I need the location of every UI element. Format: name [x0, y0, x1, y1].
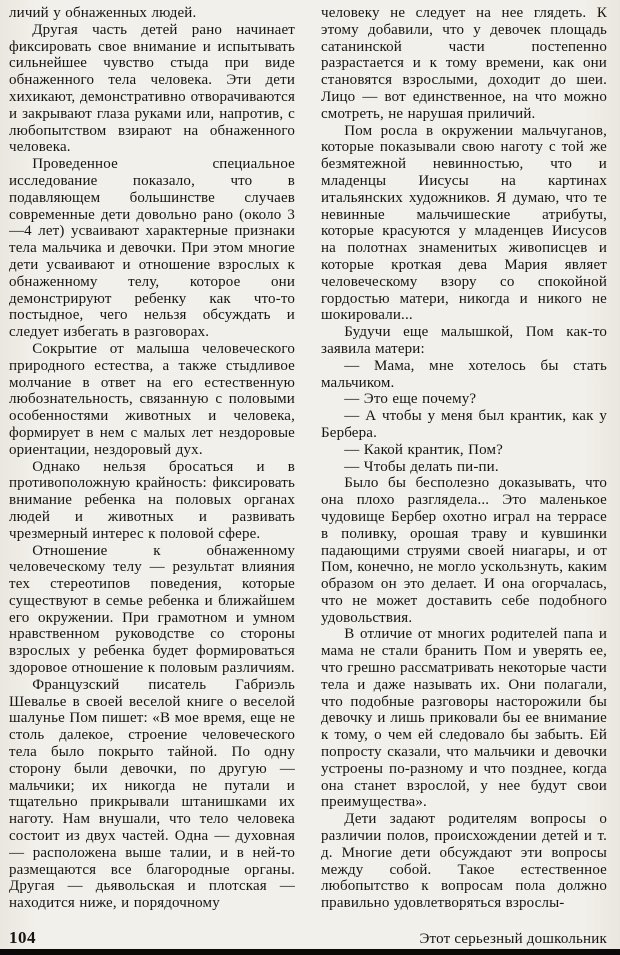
paragraph: Отношение к обнаженному человеческому телу — результат влияния тех стереотипов поведения, которые существуют в семье ребенка и ближайшем его окружении. При грамотном и умном нравственном руководстве со стороны взрослых у ребенка будет формироваться здоровое отношение к половым различиям. — [9, 542, 295, 677]
dialogue-line: — Какой крантик, Пом? — [344, 441, 503, 458]
paragraph: Дети задают родителям вопросы о различии полов, происхождении детей и т. д. Многие дети обсуждают эти вопросы между собой. Такое естественное любопытство к вопросам пола должно правильно удовлетворяться взрослы- — [321, 811, 607, 912]
paragraph: Французский писатель Габриэль Шевалье в своей веселой книге о веселой шалунье Пом пишет: «В мое время, еще не столь далекое, строение человеческого тела было покрыто тайной. По одну сторону были девочки, по другую — мальчики; их никогда не путали и тщательно прикрывали штанишками их наготу. Нам внушали, что тело человека состоит из двух частей. Одна — духовная — расположена выше талии, и в ней-то размещаются все благородные органы. Другая — дьявольская и плотская — находится ниже, и порядочному — [9, 676, 295, 912]
dialogue-line: — Мама, мне хотелось бы стать мальчиком. — [321, 357, 607, 391]
paragraph: Пом росла в окружении мальчуганов, которые показывали свою наготу с той же безмятежной невинностью, что и младенцы Иисусы на картинах итальянских художников. Я думаю, что те невинные мальчишеские атрибуты, которые красуются у младенцев Иисусов на полотнах знаменитых живописцев и которые кроткая дева Мария являет человеческому взору со спокойной гордостью матери, никогда и никого не шокировали... — [321, 122, 607, 324]
paragraph: Было бы бесполезно доказывать, что она плохо разглядела... Это маленькое чудовище Бербер охотно играл на террасе в поливку, орошая траву и кувшинки падающими струями своей ниагары, и от Пом, конечно, не могло ускользнуть, каким образом он это делает. И она огорчалась, что не может доставить себе подобного удовольствия. — [321, 475, 607, 626]
paragraph: Будучи еще малышкой, Пом как-то заявила матери: — [321, 324, 607, 357]
running-title: Этот серьезный дошкольник — [419, 931, 607, 947]
paragraph: Сокрытие от малыша человеческого природного естества, а также стыдливое молчание в ответ на его естественную любознательность, связанную с половыми особенностями животных и человека, формирует в нем с малых лет нездоровые ориентации, нездоровый дух. — [9, 340, 295, 458]
page-footer — [9, 928, 607, 948]
paragraph: В отличие от многих родителей папа и мама не стали бранить Пом и уверять ее, что грешно рассматривать некоторые части тела и даже называть их. Они полагали, что подобные разговоры насторожили бы девочку и лишь приковали бы ее внимание к тому, о чем ей следовало бы забыть. Ей попросту сказали, что мальчики и девочки устроены по-разному и что позднее, когда она станет взрослой, у нее будут свои преимущества». — [321, 626, 607, 811]
dialogue-line: — Чтобы делать пи-пи. — [344, 458, 499, 475]
text-column-right — [321, 5, 607, 929]
text-columns — [9, 5, 607, 929]
scan-edge-bar — [0, 949, 620, 955]
paragraph: личий у обнаженных людей. — [9, 5, 197, 21]
dialogue-line: — Это еще почему? — [344, 391, 477, 408]
paragraph: человеку не следует на нее глядеть. К этому добавили, что у девочек площадь сатанинской части постепенно разрастается и к тому времени, как они становятся взрослыми, доходит до шеи. Лицо — вот единственное, на что можно смотреть, не нарушая приличий. — [321, 5, 607, 122]
paragraph: Проведенное специальное исследование показало, что в подавляющем большинстве случаев современные дети довольно рано (около 3—4 лет) усваивают характерные признаки тела мальчика и девочки. При этом многие дети усваивают и отношение взрослых к обнаженному телу, которое они демонстрируют ребенку как что-то постыдное, чего нельзя обсуждать и следует избегать в разговорах. — [9, 156, 295, 341]
page-number: 104 — [9, 928, 36, 947]
paragraph: Однако нельзя бросаться и в противоположную крайность: фиксировать внимание ребенка на половых органах людей и животных и развивать чрезмерный интерес к половой сфере. — [9, 458, 295, 542]
paragraph: Другая часть детей рано начинает фиксировать свое внимание и испытывать сильнейшее чувство стыда при виде обнаженного тела человека. Эти дети хихикают, демонстративно отворачиваются и закрывают глаза руками или, напротив, с любопытством взирают на обнаженного человека. — [9, 21, 295, 156]
dialogue-line: — А чтобы у меня был крантик, как у Бербера. — [321, 408, 607, 441]
text-column-left — [9, 5, 295, 929]
